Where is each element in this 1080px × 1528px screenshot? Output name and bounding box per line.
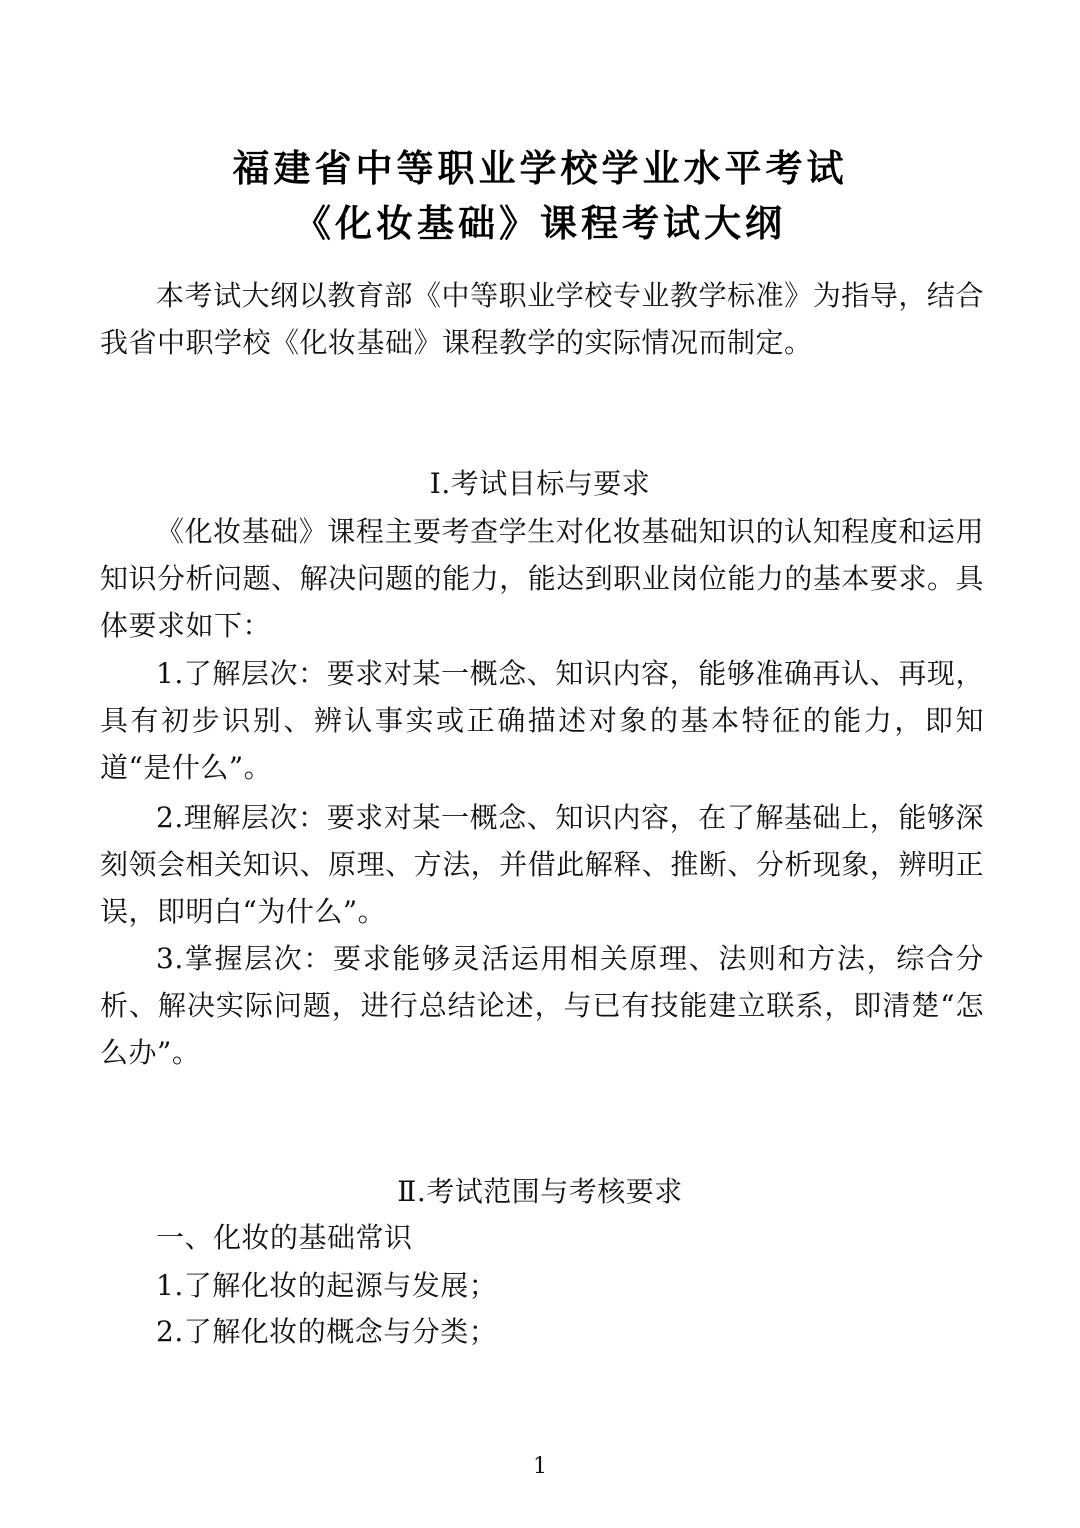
- document-title-line-2: 《化妆基础》课程考试大纲: [294, 202, 786, 245]
- section-1-intro-paragraph: 《化妆基础》课程主要考查学生对化妆基础知识的认知程度和运用知识分析问题、解决问题的能力，能达到职业岗位能力的基本要求。具体要求如下：: [100, 515, 984, 642]
- document-title-line-1: 福建省中等职业学校学业水平考试: [232, 147, 848, 190]
- section-2-heading: Ⅱ.考试范围与考核要求: [397, 1175, 683, 1208]
- section-2-item-1: 1.了解化妆的起源与发展；: [156, 1269, 498, 1302]
- page-number: 1: [533, 1454, 547, 1479]
- intro-paragraph: 本考试大纲以教育部《中等职业学校专业教学标准》为指导，结合我省中职学校《化妆基础》课程教学的实际情况而制定。: [100, 279, 984, 359]
- section-1-item-1: 1.了解层次：要求对某一概念、知识内容，能够准确再认、再现，具有初步识别、辨认事实或正确描述对象的基本特征的能力，即知道“是什么”。: [100, 657, 984, 784]
- section-2-subheading: 一、化妆的基础常识: [156, 1221, 413, 1254]
- section-1-item-2: 2.理解层次：要求对某一概念、知识内容，在了解基础上，能够深刻领会相关知识、原理、方法，并借此解释、推断、分析现象，辨明正误，即明白“为什么”。: [100, 801, 984, 928]
- section-1-heading: Ⅰ.考试目标与要求: [429, 467, 651, 500]
- section-1-item-3: 3.掌握层次：要求能够灵活运用相关原理、法则和方法，综合分析、解决实际问题，进行总结论述，与已有技能建立联系，即清楚“怎么办”。: [100, 942, 984, 1069]
- section-2-item-2: 2.了解化妆的概念与分类；: [156, 1315, 498, 1348]
